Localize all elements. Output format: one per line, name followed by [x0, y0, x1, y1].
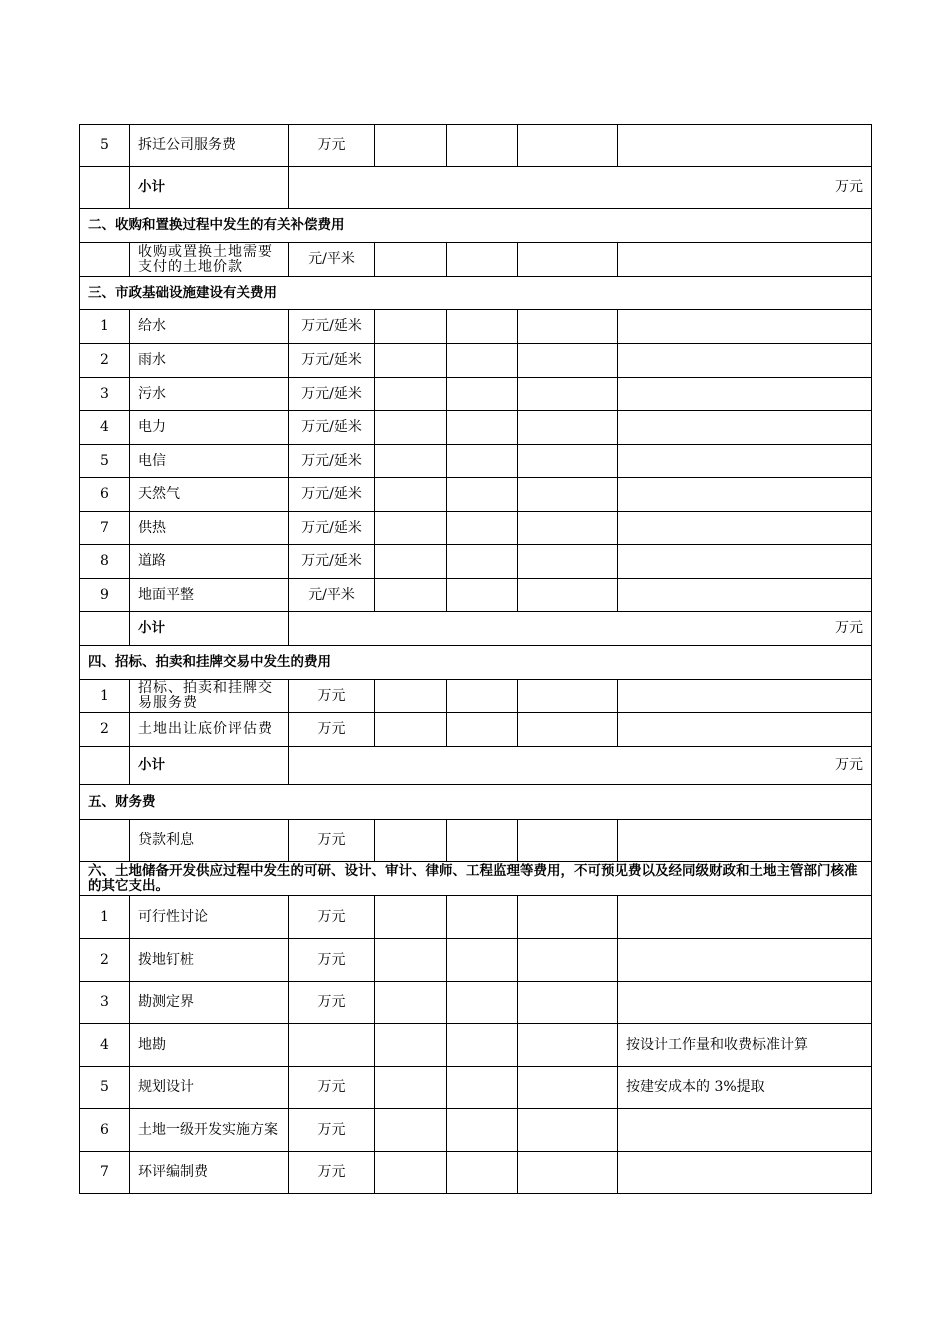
row-number: 1 — [80, 310, 130, 344]
value-cell[interactable] — [375, 1152, 447, 1194]
note-cell[interactable] — [618, 378, 872, 411]
item-unit: 万元/延米 — [289, 512, 375, 545]
note-cell[interactable] — [618, 680, 872, 713]
note-cell[interactable] — [618, 125, 872, 167]
note-cell[interactable] — [618, 411, 872, 445]
value-cell[interactable] — [518, 378, 618, 411]
table-row — [80, 478, 872, 512]
note-cell[interactable] — [618, 820, 872, 862]
empty-cell — [80, 243, 130, 277]
value-cell[interactable] — [375, 478, 447, 512]
row-number: 5 — [80, 125, 130, 167]
value-cell[interactable] — [518, 545, 618, 579]
table-row — [80, 310, 872, 344]
value-cell[interactable] — [375, 1067, 447, 1109]
value-cell[interactable] — [447, 512, 518, 545]
value-cell[interactable] — [375, 411, 447, 445]
row-number: 5 — [80, 445, 130, 478]
value-cell[interactable] — [518, 939, 618, 982]
table-row — [80, 1024, 872, 1067]
item-name: 给水 — [130, 310, 289, 344]
row-number: 7 — [80, 512, 130, 545]
row-number: 2 — [80, 713, 130, 747]
item-name: 拨地钉桩 — [130, 939, 289, 982]
value-cell[interactable] — [518, 1152, 618, 1194]
subtotal-unit: 万元 — [289, 747, 872, 785]
item-name: 规划设计 — [130, 1067, 289, 1109]
table-row — [80, 411, 872, 445]
row-number: 6 — [80, 478, 130, 512]
note-cell[interactable]: 按设计工作量和收费标准计算 — [618, 1024, 872, 1067]
item-unit: 万元 — [289, 1152, 375, 1194]
value-cell[interactable] — [518, 243, 618, 277]
note-cell[interactable] — [618, 1152, 872, 1194]
note-cell[interactable] — [618, 310, 872, 344]
item-unit: 万元 — [289, 1067, 375, 1109]
item-unit: 万元 — [289, 125, 375, 167]
item-name: 道路 — [130, 545, 289, 579]
table-row — [80, 125, 872, 167]
item-unit — [289, 1024, 375, 1067]
value-cell[interactable] — [447, 445, 518, 478]
item-name: 天然气 — [130, 478, 289, 512]
table-row — [80, 243, 872, 277]
value-cell[interactable] — [375, 125, 447, 167]
section-title: 五、财务费 — [80, 785, 872, 820]
item-unit: 万元 — [289, 820, 375, 862]
value-cell[interactable] — [447, 1067, 518, 1109]
value-cell[interactable] — [518, 680, 618, 713]
note-cell[interactable] — [618, 512, 872, 545]
table-row — [80, 1067, 872, 1109]
value-cell[interactable] — [447, 1109, 518, 1152]
empty-cell — [80, 820, 130, 862]
section-header-row — [80, 277, 872, 310]
table-row — [80, 713, 872, 747]
subtotal-row — [80, 747, 872, 785]
table-row — [80, 896, 872, 939]
value-cell[interactable] — [518, 579, 618, 612]
item-unit: 万元/延米 — [289, 411, 375, 445]
table-row — [80, 344, 872, 378]
item-name: 拆迁公司服务费 — [130, 125, 289, 167]
value-cell[interactable] — [518, 512, 618, 545]
value-cell[interactable] — [447, 713, 518, 747]
note-cell[interactable] — [618, 344, 872, 378]
value-cell[interactable] — [447, 478, 518, 512]
value-cell[interactable] — [447, 579, 518, 612]
row-number: 8 — [80, 545, 130, 579]
item-name: 招标、拍卖和挂牌交易服务费 — [130, 680, 289, 713]
value-cell[interactable] — [375, 1109, 447, 1152]
item-name: 电信 — [130, 445, 289, 478]
value-cell[interactable] — [375, 378, 447, 411]
value-cell[interactable] — [518, 445, 618, 478]
section-header-row — [80, 209, 872, 243]
value-cell[interactable] — [375, 713, 447, 747]
cost-table — [79, 124, 872, 1194]
item-name: 贷款利息 — [130, 820, 289, 862]
note-cell[interactable] — [618, 478, 872, 512]
table-row — [80, 820, 872, 862]
item-name: 地面平整 — [130, 579, 289, 612]
item-name: 污水 — [130, 378, 289, 411]
value-cell[interactable] — [447, 310, 518, 344]
value-cell[interactable] — [518, 125, 618, 167]
table-row — [80, 982, 872, 1024]
section-title: 二、收购和置换过程中发生的有关补偿费用 — [80, 209, 872, 243]
table-row — [80, 378, 872, 411]
value-cell[interactable] — [447, 344, 518, 378]
value-cell[interactable] — [375, 344, 447, 378]
value-cell[interactable] — [518, 411, 618, 445]
value-cell[interactable] — [375, 820, 447, 862]
item-name: 供热 — [130, 512, 289, 545]
subtotal-unit: 万元 — [289, 612, 872, 646]
item-unit: 万元 — [289, 1109, 375, 1152]
item-unit: 万元/延米 — [289, 344, 375, 378]
table-row — [80, 1152, 872, 1194]
table-row — [80, 512, 872, 545]
section-title: 三、市政基础设施建设有关费用 — [80, 277, 872, 310]
value-cell[interactable] — [375, 310, 447, 344]
value-cell[interactable] — [518, 820, 618, 862]
note-cell[interactable] — [618, 243, 872, 277]
row-number: 4 — [80, 411, 130, 445]
row-number: 2 — [80, 939, 130, 982]
item-unit: 万元 — [289, 680, 375, 713]
value-cell[interactable] — [447, 1024, 518, 1067]
item-unit: 万元 — [289, 939, 375, 982]
item-name: 土地一级开发实施方案 — [130, 1109, 289, 1152]
value-cell[interactable] — [518, 713, 618, 747]
note-cell[interactable] — [618, 982, 872, 1024]
subtotal-unit: 万元 — [289, 167, 872, 209]
item-name: 环评编制费 — [130, 1152, 289, 1194]
value-cell[interactable] — [518, 478, 618, 512]
table-row — [80, 1109, 872, 1152]
item-unit: 万元 — [289, 982, 375, 1024]
item-name: 电力 — [130, 411, 289, 445]
value-cell[interactable] — [375, 512, 447, 545]
value-cell[interactable] — [447, 125, 518, 167]
section-header-row — [80, 862, 872, 896]
note-cell[interactable] — [618, 713, 872, 747]
row-number: 6 — [80, 1109, 130, 1152]
value-cell[interactable] — [447, 411, 518, 445]
row-number: 1 — [80, 896, 130, 939]
subtotal-label: 小计 — [130, 747, 289, 785]
table-row — [80, 680, 872, 713]
row-number: 3 — [80, 378, 130, 411]
item-unit: 万元/延米 — [289, 378, 375, 411]
note-cell[interactable] — [618, 579, 872, 612]
value-cell[interactable] — [375, 243, 447, 277]
note-cell[interactable]: 按建安成本的 3%提取 — [618, 1067, 872, 1109]
item-unit: 万元 — [289, 713, 375, 747]
value-cell[interactable] — [375, 545, 447, 579]
item-name: 勘测定界 — [130, 982, 289, 1024]
value-cell[interactable] — [518, 896, 618, 939]
value-cell[interactable] — [518, 310, 618, 344]
section-title: 六、土地储备开发供应过程中发生的可研、设计、审计、律师、工程监理等费用，不可预见费以及经同级财政和土地主管部门核准的其它支出。 — [80, 862, 872, 896]
table-row — [80, 939, 872, 982]
subtotal-label: 小计 — [130, 167, 289, 209]
table-row — [80, 579, 872, 612]
item-name: 雨水 — [130, 344, 289, 378]
value-cell[interactable] — [518, 1024, 618, 1067]
item-unit: 万元 — [289, 896, 375, 939]
item-name: 土地出让底价评估费 — [130, 713, 289, 747]
item-unit: 万元/延米 — [289, 545, 375, 579]
empty-cell — [80, 747, 130, 785]
item-unit: 万元/延米 — [289, 445, 375, 478]
value-cell[interactable] — [375, 896, 447, 939]
table-row — [80, 545, 872, 579]
value-cell[interactable] — [447, 378, 518, 411]
row-number: 7 — [80, 1152, 130, 1194]
subtotal-row — [80, 612, 872, 646]
value-cell[interactable] — [447, 896, 518, 939]
value-cell[interactable] — [375, 680, 447, 713]
item-name: 地勘 — [130, 1024, 289, 1067]
item-unit: 万元/延米 — [289, 310, 375, 344]
empty-cell — [80, 612, 130, 646]
value-cell[interactable] — [447, 939, 518, 982]
note-cell[interactable] — [618, 939, 872, 982]
value-cell[interactable] — [518, 982, 618, 1024]
section-header-row — [80, 785, 872, 820]
value-cell[interactable] — [518, 1109, 618, 1152]
item-unit: 元/平米 — [289, 243, 375, 277]
value-cell[interactable] — [375, 982, 447, 1024]
value-cell[interactable] — [447, 1152, 518, 1194]
item-name: 可行性讨论 — [130, 896, 289, 939]
row-number: 2 — [80, 344, 130, 378]
value-cell[interactable] — [447, 982, 518, 1024]
item-unit: 元/平米 — [289, 579, 375, 612]
empty-cell — [80, 167, 130, 209]
section-header-row — [80, 646, 872, 680]
subtotal-label: 小计 — [130, 612, 289, 646]
section-title: 四、招标、拍卖和挂牌交易中发生的费用 — [80, 646, 872, 680]
table-row — [80, 445, 872, 478]
value-cell[interactable] — [447, 820, 518, 862]
subtotal-row — [80, 167, 872, 209]
item-unit: 万元/延米 — [289, 478, 375, 512]
row-number: 9 — [80, 579, 130, 612]
value-cell[interactable] — [447, 243, 518, 277]
value-cell[interactable] — [375, 939, 447, 982]
value-cell[interactable] — [375, 1024, 447, 1067]
note-cell[interactable] — [618, 545, 872, 579]
note-cell[interactable] — [618, 1109, 872, 1152]
row-number: 1 — [80, 680, 130, 713]
note-cell[interactable] — [618, 445, 872, 478]
value-cell[interactable] — [375, 579, 447, 612]
row-number: 5 — [80, 1067, 130, 1109]
row-number: 3 — [80, 982, 130, 1024]
row-number: 4 — [80, 1024, 130, 1067]
value-cell[interactable] — [375, 445, 447, 478]
value-cell[interactable] — [447, 545, 518, 579]
value-cell[interactable] — [518, 1067, 618, 1109]
value-cell[interactable] — [518, 344, 618, 378]
note-cell[interactable] — [618, 896, 872, 939]
item-name: 收购或置换土地需要支付的土地价款 — [130, 243, 289, 277]
value-cell[interactable] — [447, 680, 518, 713]
